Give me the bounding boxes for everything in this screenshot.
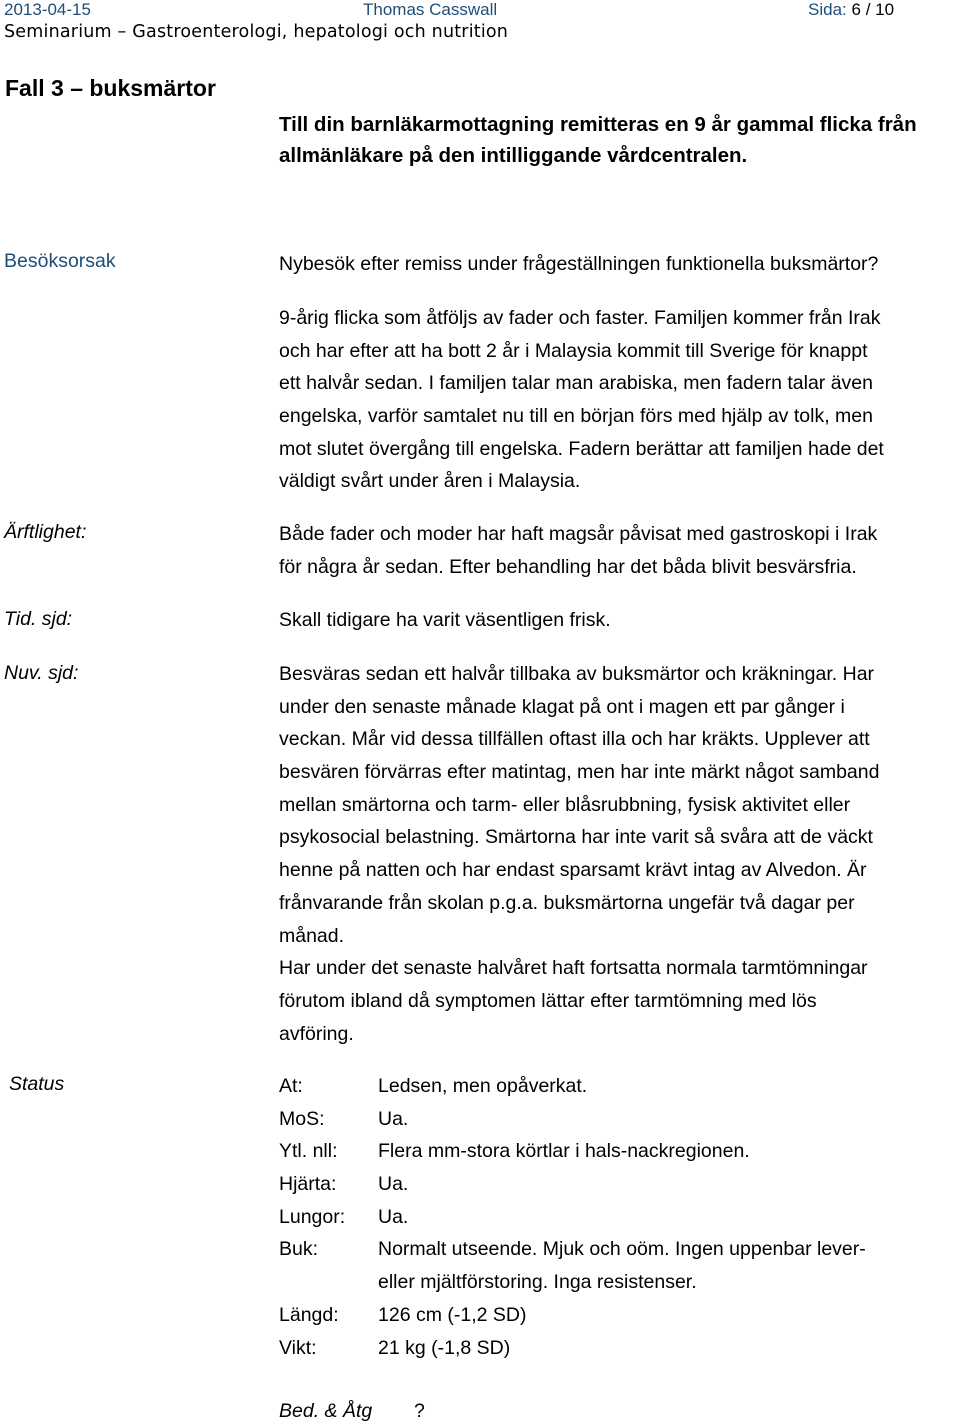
bed-atg-label: Bed. & Åtg: [279, 1400, 373, 1422]
arftlighet-label: Ärftlighet:: [4, 521, 87, 543]
nuv-sjd-label: Nuv. sjd:: [4, 662, 79, 684]
status-value: Ua.: [378, 1173, 409, 1196]
page-current: 6: [851, 0, 861, 19]
status-key: Vikt:: [279, 1336, 317, 1359]
status-key: [279, 1266, 378, 1299]
status-table: [279, 1070, 959, 1364]
besoksorsak-line: Nybesök efter remiss under frågeställningen funktionella buksmärtor?: [279, 253, 879, 275]
status-row: [279, 1233, 959, 1266]
nuv-sjd-line: Besväras sedan ett halvår tillbaka av buksmärtor och kräkningar. Har: [279, 663, 875, 685]
background-line: och har efter att ha bott 2 år i Malaysia kommit till Sverige för knappt: [279, 339, 868, 362]
nuv-sjd-line: henne på natten och har endast sparsamt krävt intag av Alvedon. Är: [279, 859, 867, 882]
nuv-sjd-line: avföring.: [279, 1022, 354, 1045]
page-total: 10: [875, 0, 895, 19]
status-key: Längd:: [279, 1303, 339, 1326]
page-prefix: Sida:: [808, 0, 847, 19]
status-value: 21 kg (-1,8 SD): [378, 1336, 511, 1359]
nuv-sjd-line: förutom ibland då symptomen lättar efter tarmtömning med lös: [279, 989, 817, 1012]
header-page-number: [808, 0, 894, 20]
background-line: 9-årig flicka som åtföljs av fader och faster. Familjen kommer från Irak: [279, 307, 881, 329]
intro-line: allmänläkare på den intilliggande vårdcentralen.: [279, 144, 748, 167]
status-value: Ledsen, men opåverkat.: [378, 1075, 588, 1097]
status-key: At:: [279, 1075, 303, 1097]
nuv-sjd-line: besvären förvärras efter matintag, men har inte märkt något samband: [279, 761, 880, 784]
bed-atg-value: ?: [414, 1400, 425, 1422]
nuv-sjd-line: veckan. Mår vid dessa tillfällen oftast illa och har kräkts. Upplever att: [279, 728, 870, 751]
nuv-sjd-line: Har under det senaste halvåret haft fortsatta normala tarmtömningar: [279, 957, 868, 980]
status-value: Ua.: [378, 1205, 409, 1228]
status-key: MoS:: [279, 1107, 325, 1130]
arftlighet-text: [279, 518, 959, 583]
status-row: [279, 1299, 959, 1332]
background-line: ett halvår sedan. I familjen talar man arabiska, men fadern talar även: [279, 372, 873, 395]
nuv-sjd-line: psykosocial belastning. Smärtorna har inte varit så svåra att de väckt: [279, 826, 873, 849]
status-value: Ua.: [378, 1107, 409, 1130]
tid-sjd-label: Tid. sjd:: [4, 608, 73, 630]
arftlighet-line: för några år sedan. Efter behandling har det båda blivit besvärsfria.: [279, 555, 857, 578]
nuv-sjd-line: mellan smärtorna och tarm- eller blåsrubbning, fysisk aktivitet eller: [279, 793, 851, 816]
nuv-sjd-line: frånvarande från skolan p.g.a. buksmärtorna ungefär två dagar per: [279, 891, 855, 914]
status-row: [279, 1201, 959, 1234]
status-row: [279, 1168, 959, 1201]
status-key: Buk:: [279, 1238, 319, 1261]
header-author: Thomas Casswall: [363, 0, 498, 19]
background-paragraph: [279, 302, 959, 498]
case-title: Fall 3 – buksmärtor: [5, 75, 216, 101]
status-value: 126 cm (-1,2 SD): [378, 1303, 527, 1326]
status-row: [279, 1103, 959, 1136]
status-value: Flera mm-stora körtlar i hals-nackregionen.: [378, 1140, 750, 1163]
background-line: engelska, varför samtalet nu till en början förs med hjälp av tolk, men: [279, 405, 873, 428]
status-row: [279, 1332, 959, 1365]
background-line: väldigt svårt under åren i Malaysia.: [279, 470, 581, 493]
besoksorsak-text: [279, 248, 959, 281]
nuv-sjd-line: månad.: [279, 924, 345, 947]
status-key: Hjärta:: [279, 1173, 337, 1196]
page-separator: /: [865, 0, 871, 19]
seminar-title: Seminarium – Gastroenterologi, hepatologi och nutrition: [4, 22, 509, 42]
status-row: [279, 1266, 959, 1299]
tid-sjd-line: Skall tidigare ha varit väsentligen frisk.: [279, 609, 611, 631]
status-label: Status: [9, 1073, 65, 1095]
status-value: Normalt utseende. Mjuk och oöm. Ingen uppenbar lever-: [378, 1238, 866, 1261]
arftlighet-line: Både fader och moder har haft magsår påvisat med gastroskopi i Irak: [279, 523, 878, 545]
status-value: eller mjältförstoring. Inga resistenser.: [378, 1271, 697, 1294]
status-row: [279, 1135, 959, 1168]
status-key: Lungor:: [279, 1205, 346, 1228]
case-intro: [279, 109, 959, 171]
tid-sjd-text: [279, 604, 959, 637]
besoksorsak-label: Besöksorsak: [4, 250, 116, 272]
status-row: [279, 1070, 959, 1103]
intro-line: Till din barnläkarmottagning remitteras en 9 år gammal flicka från: [279, 113, 917, 136]
header-date: 2013-04-15: [4, 0, 91, 19]
nuv-sjd-line: under den senaste månade klagat på ont i magen ett par gånger i: [279, 695, 845, 718]
nuv-sjd-text: [279, 658, 959, 1050]
background-line: mot slutet övergång till engelska. Fadern berättar att familjen hade det: [279, 437, 884, 460]
status-key: Ytl. nll:: [279, 1140, 338, 1163]
